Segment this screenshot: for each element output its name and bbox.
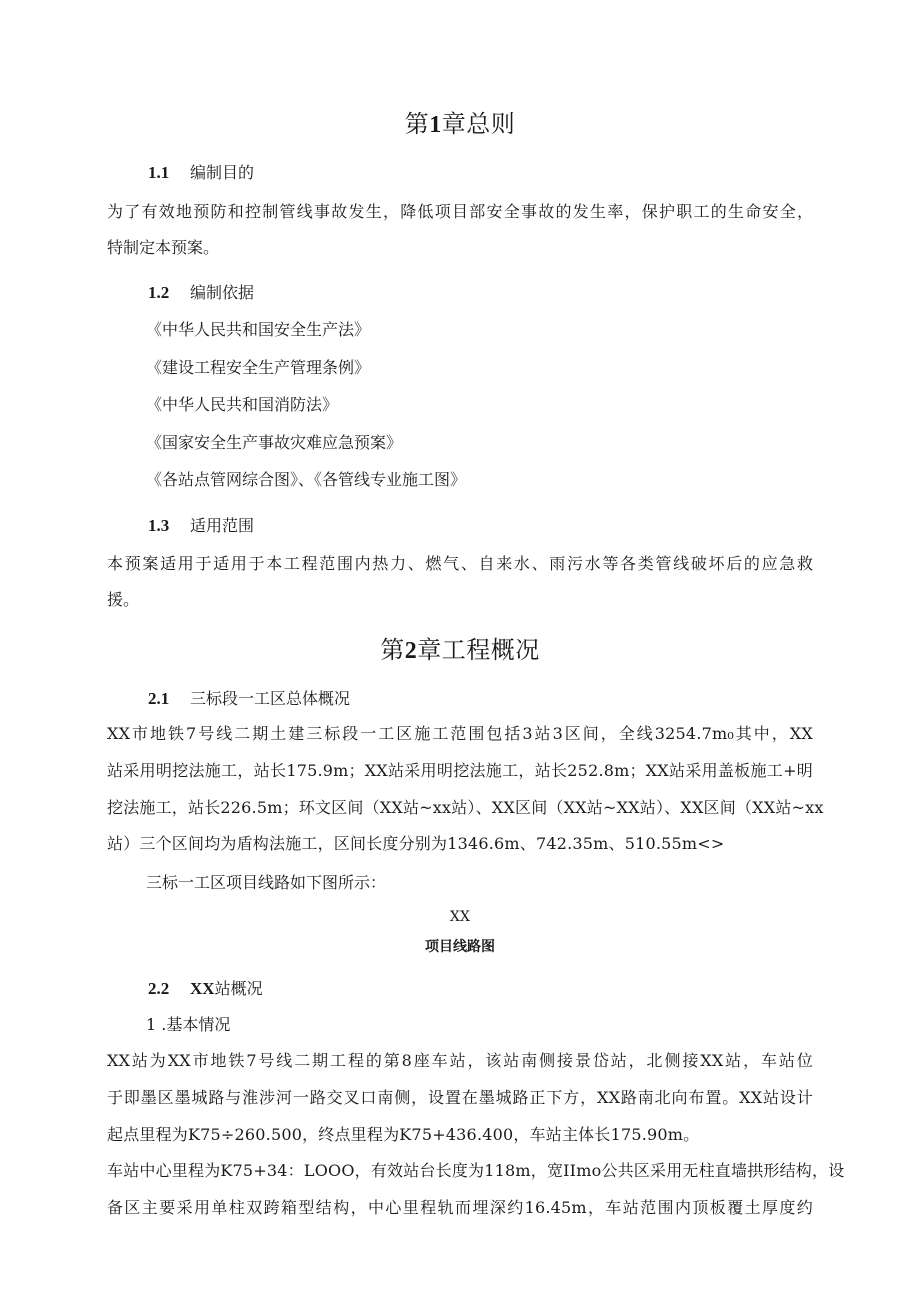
paragraph-line: XX站为XX市地铁7号线二期工程的第8座车站，该站南侧接景岱站，北侧接XX站，车站位 [107,1051,813,1070]
section-1-1-heading [148,160,254,183]
law-reference: 《建设工程安全生产管理条例》 [146,358,371,377]
paragraph-line: 起点里程为K75÷260.500，终点里程为K75+436.400，车站主体长175.90m。 [107,1125,700,1144]
paragraph-line: 备区主要采用单柱双跨箱型结构，中心里程轨而埋深约16.45m，车站范围内顶板覆土厚度约 [107,1198,813,1217]
section-title: 编制依据 [190,283,255,302]
paragraph-line: 于即墨区墨城路与淮涉河一路交叉口南侧，设置在墨城路正下方，XX路南北向布置。XX站设计 [107,1088,813,1107]
paragraph-line: 车站中心里程为K75+34：LOOO，有效站台长度为118m，宽IImo公共区采用无柱直墙拱形结构，设 [107,1161,845,1180]
chapter-1-prefix: 第 [404,110,430,138]
figure-placeholder: XX [449,909,471,925]
section-title: 编制目的 [190,163,255,182]
figure-caption: 项目线路图 [425,939,495,955]
chapter-2-prefix: 第 [380,636,405,664]
section-1-3-heading [148,513,254,536]
section-1-2-heading [148,280,254,303]
chapter-1-heading [0,104,920,139]
paragraph-line: 站采用明挖法施工，站长175.9m；XX站采用明挖法施工，站长252.8m；XX站采用盖板施工+明 [107,761,813,780]
section-title: 三标段一工区总体概况 [190,689,351,708]
chapter-2-title: 章工程概况 [417,636,540,664]
chapter-1-title: 章总则 [441,110,516,138]
law-reference: 《国家安全生产事故灾难应急预案》 [146,433,403,452]
law-reference: 《各站点管网综合图》、《各管线专业施工图》 [146,470,467,489]
paragraph-line: 为了有效地预防和控制管线事故发生，降低项目部安全事故的发生率，保护职工的生命安全， [107,202,813,221]
paragraph-line: 特制定本预案。 [107,238,220,257]
chapter-2-number: 2 [404,638,418,664]
paragraph-line: 站）三个区间均为盾构法施工，区间长度分别为1346.6m、742.35m、510.55m<> [107,834,725,853]
section-number: 1.1 [148,163,170,182]
chapter-1-number: 1 [429,112,442,138]
law-reference: 《中华人民共和国消防法》 [146,395,339,414]
section-title: 适用范围 [190,516,255,535]
section-title-bold: XX [190,979,215,998]
section-number: 1.2 [148,283,170,302]
section-number: 1.3 [148,516,170,535]
paragraph-line: 本预案适用于适用于本工程范围内热力、燃气、自来水、雨污水等各类管线破坏后的应急救 [107,554,813,573]
paragraph-line: XX市地铁7号线二期土建三标段一工区施工范围包括3站3区间，全线3254.7m₀其中，XX [107,724,813,743]
chapter-2-heading [0,630,920,665]
section-title: 站概况 [214,979,263,998]
paragraph-line: 挖法施工，站长226.5m；环文区间（XX站~xx站）、XX区间（XX站~XX站）、XX区间（XX站~xx [107,798,824,817]
section-2-2-heading [148,976,263,999]
section-number: 2.2 [148,979,170,998]
law-reference: 《中华人民共和国安全生产法》 [146,320,371,339]
list-item: 1 .基本情况 [146,1015,231,1034]
section-number: 2.1 [148,689,170,708]
section-2-1-heading [148,686,350,709]
figure-intro: 三标一工区项目线路如下图所示： [146,873,387,892]
paragraph-line: 援。 [107,590,140,609]
